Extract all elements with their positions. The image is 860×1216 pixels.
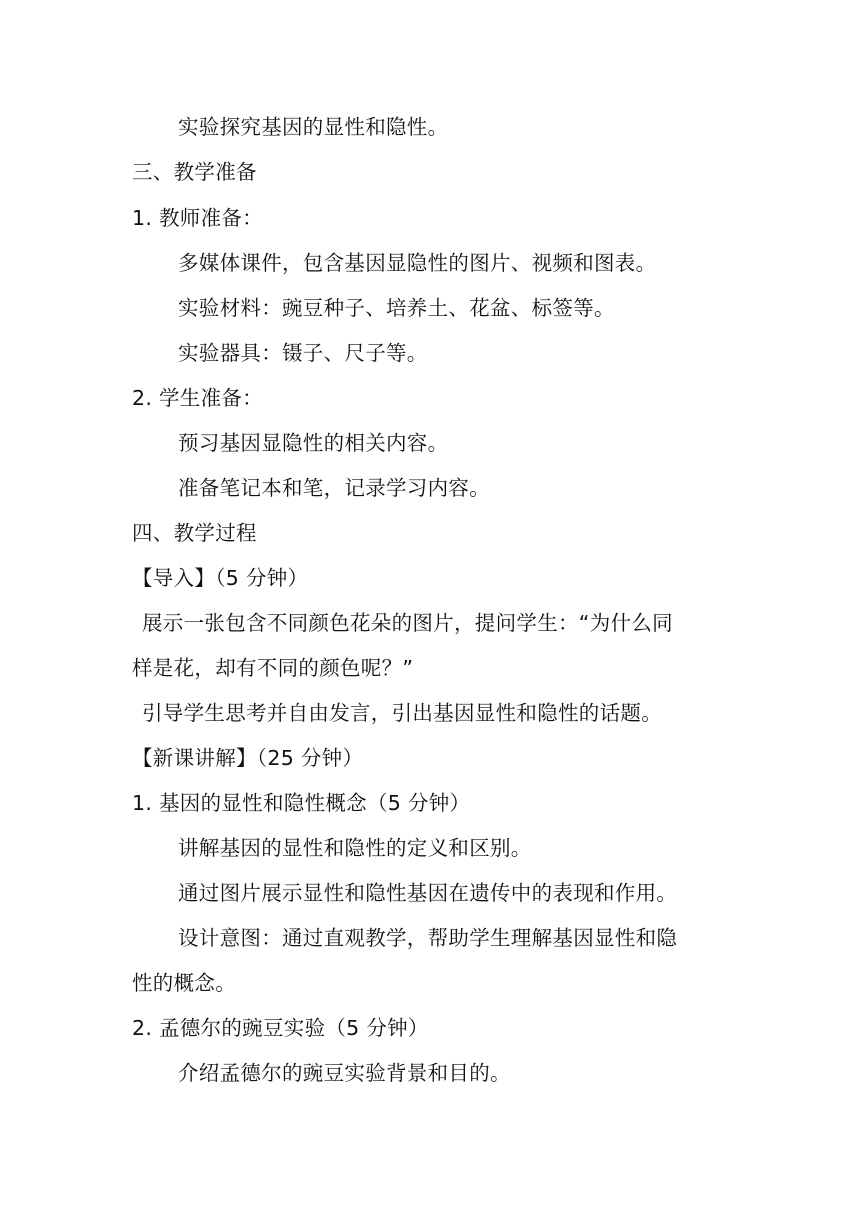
body-text: 多媒体课件，包含基因显隐性的图片、视频和图表。 [178,251,657,275]
body-text: 实验材料：豌豆种子、培养土、花盆、标签等。 [178,296,615,320]
section-heading: 四、教学过程 [132,521,257,545]
list-heading: 1. 教师准备： [132,206,263,230]
body-text: 实验器具：镊子、尺子等。 [178,341,428,365]
body-text: 实验探究基因的显性和隐性。 [178,115,449,139]
body-text: 介绍孟德尔的豌豆实验背景和目的。 [178,1061,511,1085]
section-heading: 三、教学准备 [132,160,257,184]
body-text: 预习基因显隐性的相关内容。 [178,431,449,455]
body-text: 讲解基因的显性和隐性的定义和区别。 [178,836,532,860]
body-text: 设计意图：通过直观教学，帮助学生理解基因显性和隐 [178,926,678,950]
body-text: 展示一张包含不同颜色花朵的图片，提问学生：“为什么同 [142,611,673,635]
body-text: 引导学生思考并自由发言，引出基因显性和隐性的话题。 [142,701,662,725]
subsection-heading: 【导入】（5 分钟） [132,566,309,590]
list-heading: 1. 基因的显性和隐性概念（5 分钟） [132,791,471,815]
subsection-heading: 【新课讲解】（25 分钟） [132,746,364,770]
list-heading: 2. 学生准备： [132,386,263,410]
body-text: 准备笔记本和笔，记录学习内容。 [178,476,490,500]
body-text: 性的概念。 [132,971,236,995]
list-heading: 2. 孟德尔的豌豆实验（5 分钟） [132,1016,429,1040]
body-text: 通过图片展示显性和隐性基因在遗传中的表现和作用。 [178,881,678,905]
body-text: 样是花，却有不同的颜色呢？” [132,656,414,680]
